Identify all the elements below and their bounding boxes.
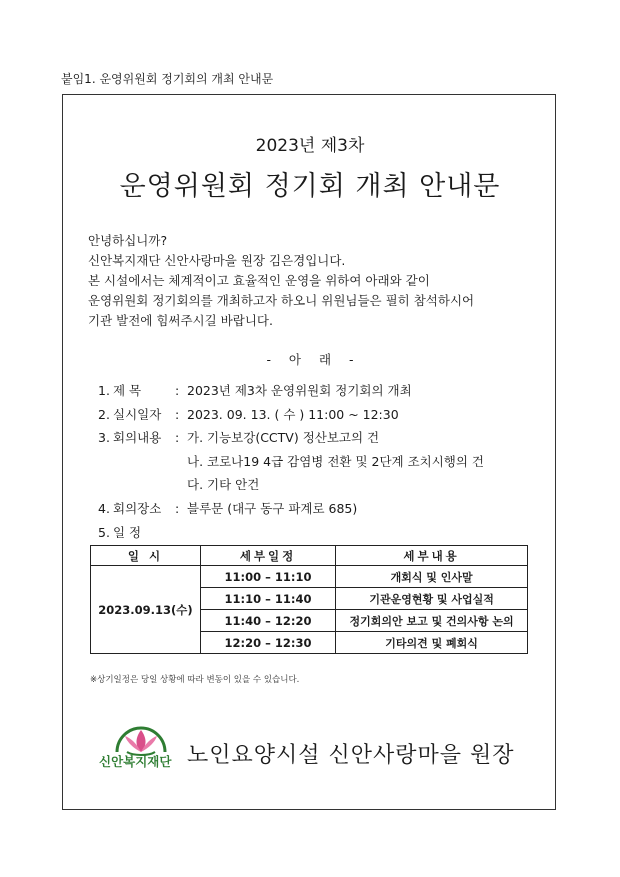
- schedule-detail: 정기회의안 보고 및 건의사항 논의: [336, 610, 528, 632]
- document-subtitle: 2023년 제3차: [255, 136, 365, 156]
- schedule-detail: 개회식 및 인사말: [336, 566, 528, 588]
- schedule-time: 12:20 – 12:30: [200, 632, 335, 654]
- greeting-line: 본 시설에서는 체계적이고 효율적인 운영을 위하여 아래와 같이: [88, 273, 430, 288]
- item-value: 가. 기능보강(CCTV) 정산보고의 건: [187, 430, 380, 446]
- item-value: 2023. 09. 13. ( 수 ) 11:00 ~ 12:30: [187, 406, 399, 422]
- item-key: 회의내용: [113, 430, 162, 446]
- item-value: 2023년 제3차 운영위원회 정기회의 개최: [187, 383, 412, 398]
- item-key: 실시일자: [113, 406, 162, 422]
- schedule-detail: 기타의견 및 폐회식: [336, 632, 528, 654]
- list-item: 1. 제 목 : 2023년 제3차 운영위원회 정기회의 개최: [98, 379, 484, 403]
- list-item: [98, 473, 484, 497]
- list-item: 4. 회의장소 : 블루문 (대구 동구 파계로 685): [98, 497, 484, 521]
- item-value: 블루문 (대구 동구 파계로 685): [187, 500, 358, 516]
- item-number: 3.: [98, 430, 110, 446]
- table-row: [91, 566, 528, 588]
- schedule-date: 2023.09.13(수): [91, 566, 201, 654]
- document-title: 운영위원회 정기회 개최 안내문: [119, 171, 501, 202]
- column-header: 세부내용: [336, 546, 528, 566]
- schedule-time: 11:10 – 11:40: [200, 588, 335, 610]
- list-item: [98, 521, 484, 545]
- section-divider: - 아 래 -: [266, 352, 354, 367]
- item-key: 제 목: [113, 383, 142, 398]
- signature-line: 노인요양시설 신안사랑마을 원장: [187, 743, 515, 768]
- list-item: [98, 450, 484, 474]
- schedule-detail: 기관운영현황 및 사업실적: [336, 588, 528, 610]
- item-list: [98, 379, 484, 544]
- item-number: 1.: [98, 383, 110, 398]
- table-header-row: [91, 546, 528, 566]
- schedule-table: [90, 545, 528, 654]
- list-item: 3. 회의내용 : 가. 기능보강(CCTV) 정산보고의 건: [98, 426, 484, 450]
- item-number: 2.: [98, 406, 110, 422]
- item-value: 나. 코로나19 4급 감염병 전환 및 2단계 조치시행의 건: [187, 453, 484, 469]
- column-header: 세부일정: [200, 546, 335, 566]
- foundation-logo-text: 신안복지재단: [99, 754, 172, 769]
- greeting-line: 기관 발전에 힘써주시길 바랍니다.: [88, 313, 273, 328]
- list-item: 2. 실시일자 : 2023. 09. 13. ( 수 ) 11:00 ~ 12:30: [98, 403, 484, 427]
- schedule-time: 11:40 – 12:20: [200, 610, 335, 632]
- item-key: 일 정: [113, 524, 142, 540]
- schedule-time: 11:00 – 11:10: [200, 566, 335, 588]
- attachment-label: 붙임1. 운영위원회 정기회의 개최 안내문: [61, 72, 274, 86]
- item-key: 회의장소: [113, 500, 162, 516]
- greeting-line: 운영위원회 정기회의를 개최하고자 하오니 위원님들은 필히 참석하시어: [88, 293, 475, 308]
- greeting-line: 신안복지재단 신안사랑마을 원장 김은경입니다.: [88, 253, 346, 268]
- item-value: 다. 기타 안건: [187, 477, 260, 493]
- item-number: 4.: [98, 500, 110, 516]
- schedule-note: ※상기일정은 당일 상황에 따라 변동이 있을 수 있습니다.: [90, 675, 300, 685]
- item-number: 5.: [98, 524, 110, 540]
- column-header: 일 시: [91, 546, 201, 566]
- greeting-line: 안녕하십니까?: [88, 233, 168, 248]
- greeting-paragraph: [88, 231, 474, 331]
